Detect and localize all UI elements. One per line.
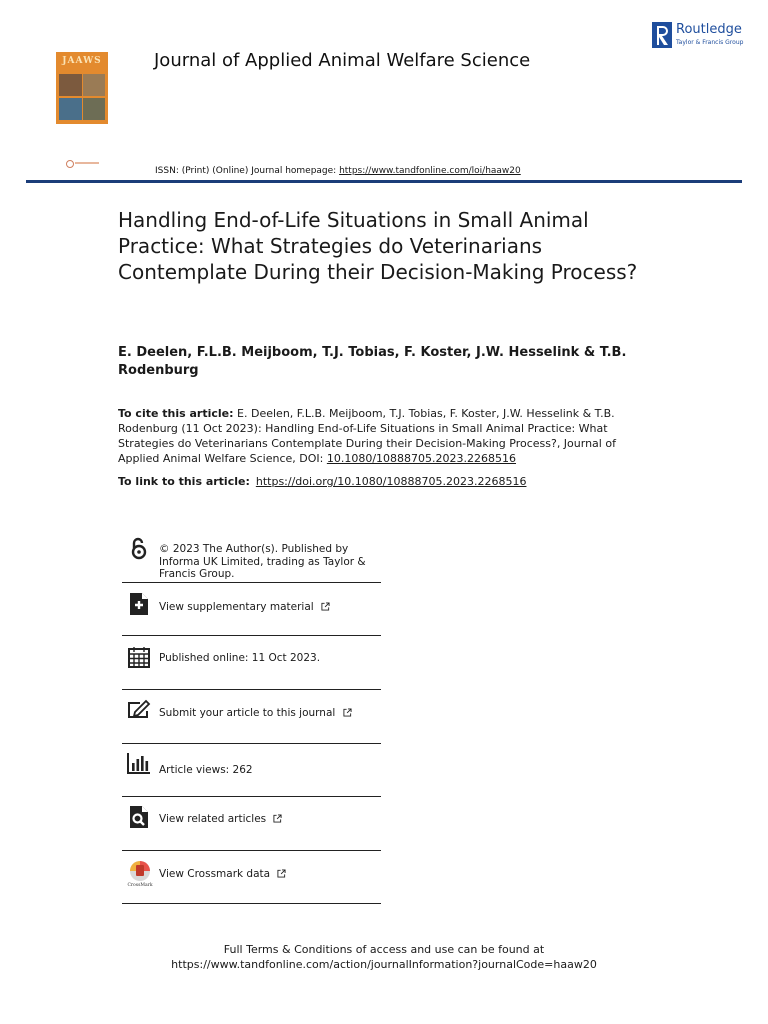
cite-text: E. Deelen, F.L.B. Meijboom, T.J. Tobias, F. Koster, J.W. Hesselink & T.B. Rodenburg (11 Oct 2023): Handling End-of-Life Situations in Small Animal Practice: What Strategies do Veterinarians Contemplate During their Decision-Making Process?, Journal of Applied Animal Welfare Science, DOI: — [118, 407, 616, 465]
issn-prefix: ISSN: (Print) (Online) Journal homepage: — [155, 166, 340, 176]
terms-line: Full Terms & Conditions of access and use can be found at — [223, 943, 545, 956]
publisher-logo[interactable] — [652, 20, 752, 50]
publisher-name: Routledge — [676, 22, 742, 37]
crossmark-row[interactable] — [122, 851, 381, 904]
related-articles-link[interactable]: View related articles — [159, 813, 267, 825]
article-authors: E. Deelen, F.L.B. Meijboom, T.J. Tobias, F. Koster, J.W. Hesselink & T.B. Rodenburg — [118, 345, 627, 378]
license-row — [122, 533, 381, 583]
article-title: Handling End-of-Life Situations in Small Animal Practice: What Strategies do Veterinarians Contemplate During their Decision-Making Process? — [118, 208, 638, 284]
article-views: Article views: 262 — [159, 764, 253, 776]
external-link-icon — [277, 869, 286, 878]
citation-block — [118, 406, 638, 466]
supplementary-row[interactable] — [122, 583, 381, 636]
bar-chart-icon — [127, 751, 151, 775]
doi-link[interactable]: 10.1080/10888705.2023.2268516 — [326, 452, 517, 465]
terms-url[interactable]: https://www.tandfonline.com/action/journalInformation?journalCode=haaw20 — [171, 958, 597, 971]
supplementary-file-icon — [127, 592, 151, 616]
submit-row[interactable] — [122, 690, 381, 744]
header-divider — [26, 180, 742, 183]
external-link-icon — [273, 814, 282, 823]
crossmark-link[interactable]: View Crossmark data — [159, 868, 271, 880]
edit-pencil-icon — [127, 698, 151, 722]
cite-label: To cite this article: — [118, 407, 234, 420]
external-link-icon — [321, 602, 330, 611]
supplementary-link[interactable]: View supplementary material — [159, 601, 314, 613]
published-row — [122, 636, 381, 690]
published-date: Published online: 11 Oct 2023. — [159, 652, 321, 664]
calendar-icon — [127, 645, 151, 669]
article-link-line — [118, 475, 638, 488]
external-link-icon — [343, 708, 352, 717]
journal-cover-header — [44, 26, 124, 32]
cover-title: JAAWS — [62, 56, 102, 66]
related-search-icon — [127, 805, 151, 829]
related-row[interactable] — [122, 797, 381, 851]
journal-cover-image — [56, 52, 108, 124]
open-access-icon — [127, 537, 151, 561]
journal-homepage-link[interactable]: https://www.tandfonline.com/loi/haaw20 — [339, 166, 521, 176]
license-text: © 2023 The Author(s). Published by Informa UK Limited, trading as Taylor & Francis Group. — [159, 543, 366, 580]
submit-article-link[interactable]: Submit your article to this journal — [159, 707, 336, 719]
journal-title: Journal of Applied Animal Welfare Science — [154, 50, 531, 71]
routledge-r-icon — [652, 22, 672, 48]
article-metadata-list — [122, 533, 381, 904]
link-label: To link to this article: — [118, 475, 250, 488]
cover-publisher-logo — [66, 158, 102, 168]
issn-line — [155, 166, 521, 176]
article-doi-url[interactable]: https://doi.org/10.1080/10888705.2023.2268516 — [255, 475, 527, 488]
views-row — [122, 744, 381, 797]
publisher-group: Taylor & Francis Group — [676, 39, 744, 46]
crossmark-badge-label: CrossMark — [127, 883, 153, 888]
terms-footer — [0, 942, 768, 972]
crossmark-icon — [127, 860, 153, 888]
